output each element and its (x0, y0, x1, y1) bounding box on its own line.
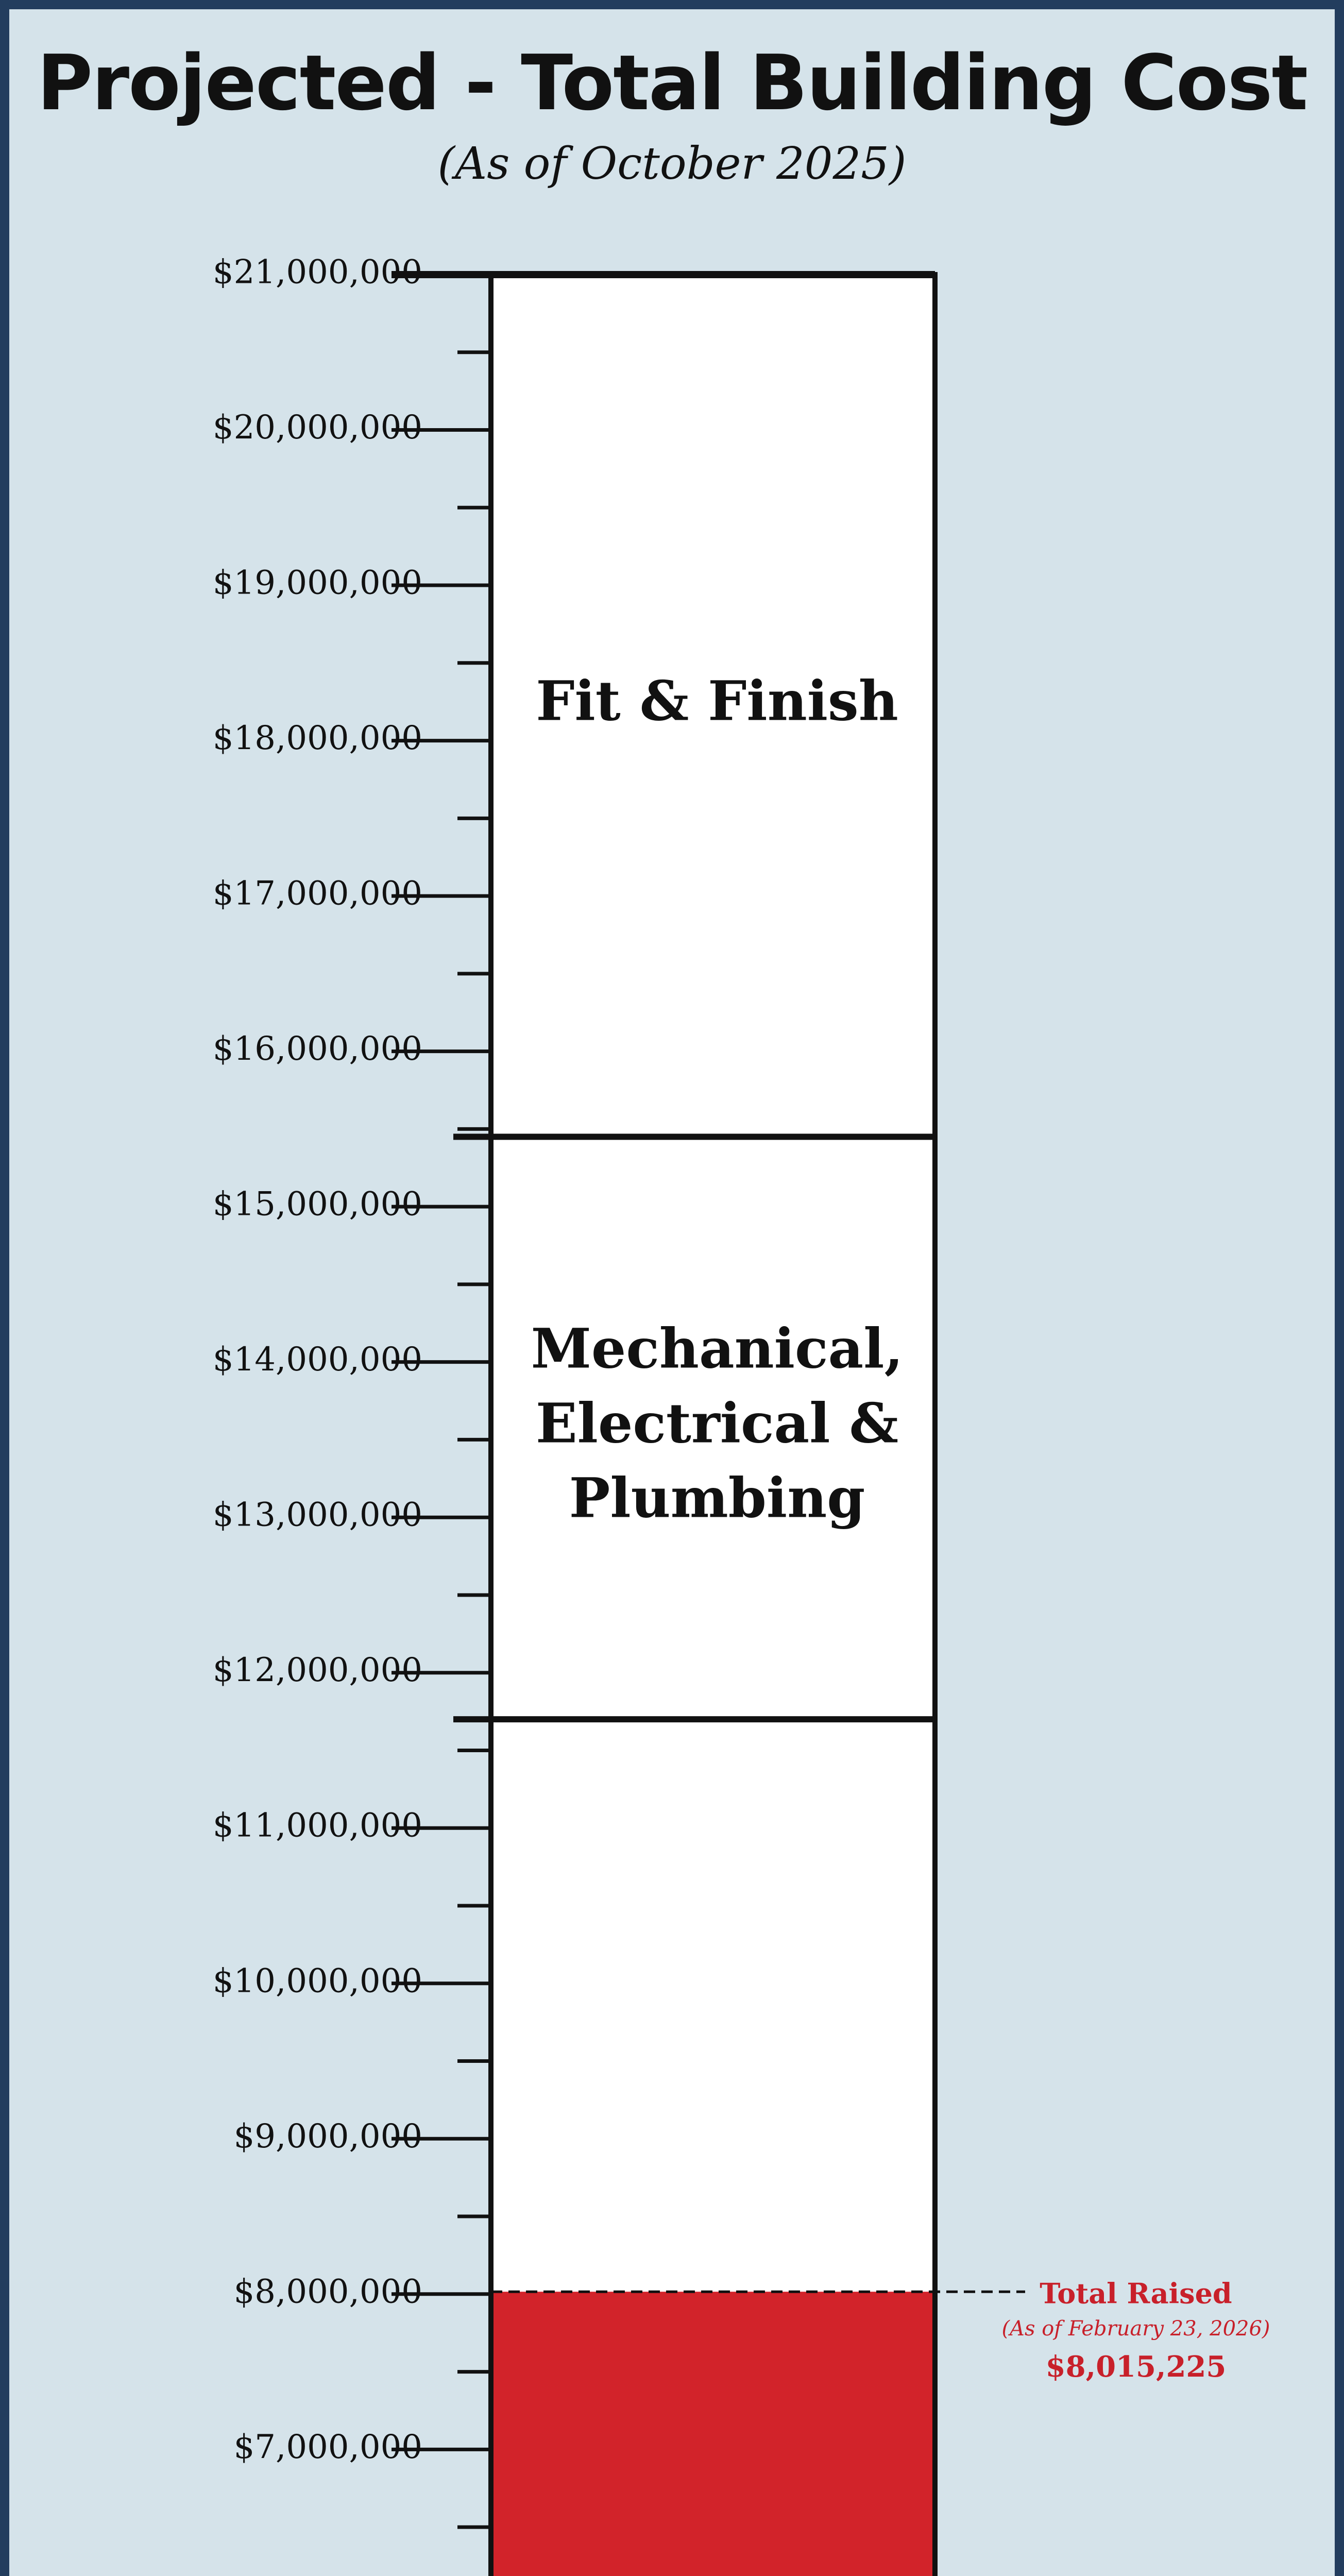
y-tick-label: $7,000,000 (233, 2428, 422, 2466)
chart-subtitle: (As of October 2025) (437, 138, 907, 190)
y-tick-label: $13,000,000 (212, 1496, 422, 1534)
y-tick-label: $11,000,000 (212, 1806, 422, 1845)
y-tick-label: $20,000,000 (212, 409, 422, 447)
segment-label: Plumbing (569, 1465, 865, 1530)
y-tick-label: $15,000,000 (212, 1185, 422, 1224)
segment-label: Mechanical, (531, 1316, 904, 1381)
y-tick-label: $9,000,000 (233, 2117, 422, 2156)
y-tick-label: $16,000,000 (212, 1030, 422, 1069)
y-tick-label: $21,000,000 (212, 253, 422, 292)
segment-label: Fit & Finish (536, 668, 898, 733)
raised-label: Total Raised (1040, 2277, 1232, 2310)
y-tick-label: $8,000,000 (233, 2273, 422, 2311)
y-tick-label: $12,000,000 (212, 1651, 422, 1690)
segment-label: Electrical & (535, 1391, 899, 1455)
y-tick-label: $19,000,000 (212, 564, 422, 602)
chart-title: Projected - Total Building Cost (37, 39, 1307, 127)
raised-bar (491, 2292, 935, 2576)
raised-date-label: (As of February 23, 2026) (1001, 2317, 1270, 2341)
raised-amount-label: $8,015,225 (1045, 2349, 1227, 2384)
y-tick-label: $10,000,000 (212, 1962, 422, 2001)
y-tick-label: $18,000,000 (212, 719, 422, 758)
y-tick-label: $17,000,000 (212, 874, 422, 913)
y-tick-label: $14,000,000 (212, 1341, 422, 1379)
